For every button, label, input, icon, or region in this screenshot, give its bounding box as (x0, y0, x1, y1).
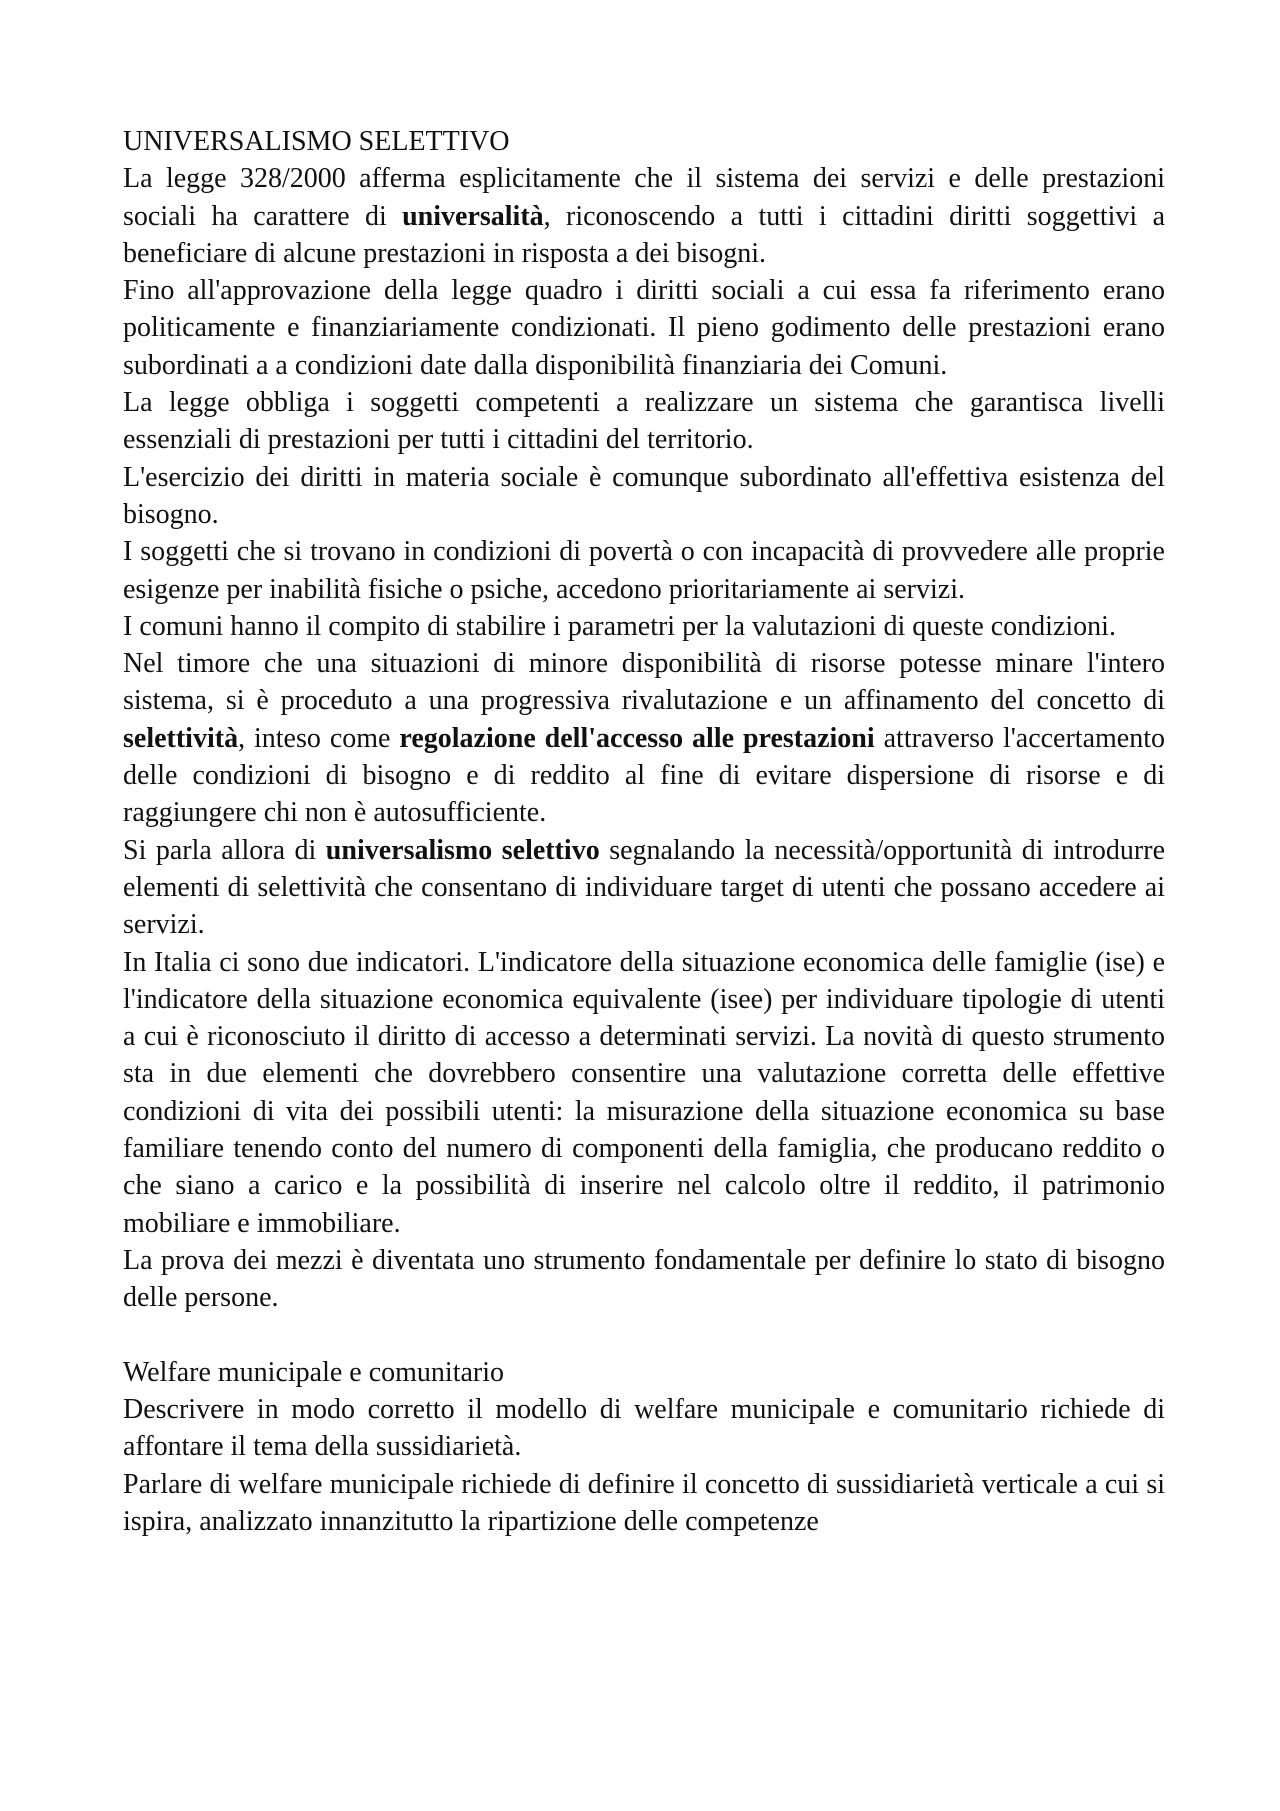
document-page (123, 123, 1165, 1540)
bold-universalismo-selettivo: universalismo selettivo (325, 834, 600, 866)
paragraph-indicatori-ise-isee: In Italia ci sono due indicatori. L'indicatore della situazione economica delle famiglie (ise) e l'indicatore della situazione economica equivalente (isee) per individuare tipologie di utenti a cui è riconosciuto il diritto di accesso a determinati servizi. La novità di questo strumento sta in due elementi che dovrebbero consentire una valutazione corretta delle effettive condizioni di vita dei possibili utenti: la misurazione della situazione economica su base familiare tenendo conto del numero di componenti della famiglia, che producano reddito o che siano a carico e la possibilità di inserire nel calcolo oltre il reddito, il patrimonio mobiliare e immobiliare. (123, 946, 1165, 1239)
paragraph-comuni-parametri: I comuni hanno il compito di stabilire i parametri per la valutazioni di queste condizioni. (123, 610, 1116, 642)
text-span: Si parla allora di (123, 834, 326, 866)
bold-universalita: universalità (402, 200, 544, 232)
text-span: La legge 328/2000 afferma esplicitamente che il sistema dei servizi e delle prestazioni sociali ha carattere di (123, 163, 1165, 232)
paragraph-welfare-modello: Descrivere in modo corretto il modello di welfare municipale e comunitario richiede di affontare il tema della sussidiarietà. (123, 1394, 1165, 1463)
bold-regolazione-accesso: regolazione dell'accesso alle prestazioni (399, 722, 875, 754)
paragraph-selettivita (123, 645, 1165, 831)
paragraph-soggetti-poverta: I soggetti che si trovano in condizioni di povertà o con incapacità di provvedere alle proprie esigenze per inabilità fisiche o psiche, accedono prioritariamente ai servizi. (123, 536, 1165, 605)
paragraph-legge-quadro: Fino all'approvazione della legge quadro i diritti sociali a cui essa fa riferimento erano politicamente e finanziariamente condizionati. Il pieno godimento delle prestazioni erano subordinati a a condizioni date dalla disponibilità finanziaria dei Comuni. (123, 275, 1165, 381)
text-span: segnalando la necessità/opportunità di introdurre elementi di selettività che consentano di individuare target di utenti che possano accedere ai servizi. (123, 834, 1165, 941)
text-span: , riconoscendo a tutti i cittadini diritti soggettivi a beneficiare di alcune prestazioni in risposta a dei bisogni. (123, 200, 1165, 269)
paragraph-prova-mezzi: La prova dei mezzi è diventata uno strumento fondamentale per definire lo stato di bisogno delle persone. (123, 1244, 1165, 1314)
text-span: , inteso come (238, 722, 400, 754)
paragraph-universalismo-selettivo (123, 832, 1165, 944)
paragraph-sussidiarieta-verticale: Parlare di welfare municipale richiede di definire il concetto di sussidiarietà verticale a cui si ispira, analizzato innanzitutto la ripartizione delle competenze (123, 1468, 1165, 1537)
text-span: attraverso l'accertamento delle condizioni di bisogno e di reddito al fine di evitare dispersione di risorse e di raggiungere chi non è autosufficiente. (123, 722, 1165, 829)
section-title-universalismo: UNIVERSALISMO SELETTIVO (123, 126, 510, 157)
section-title-welfare: Welfare municipale e comunitario (123, 1356, 505, 1388)
paragraph-esercizio-diritti: L'esercizio dei diritti in materia sociale è comunque subordinato all'effettiva esistenza del bisogno. (123, 461, 1165, 530)
paragraph-gap (123, 1317, 1165, 1354)
paragraph-obbligo: La legge obbliga i soggetti competenti a realizzare un sistema che garantisca livelli essenziali di prestazioni per tutti i cittadini del territorio. (123, 387, 1165, 456)
bold-selettivita: selettività (123, 722, 239, 754)
text-span: Nel timore che una situazioni di minore disponibilità di risorse potesse minare l'intero sistema, si è proceduto a una progressiva rivalutazione e un affinamento del concetto di (123, 648, 1165, 717)
paragraph-legge-328 (123, 160, 1165, 272)
